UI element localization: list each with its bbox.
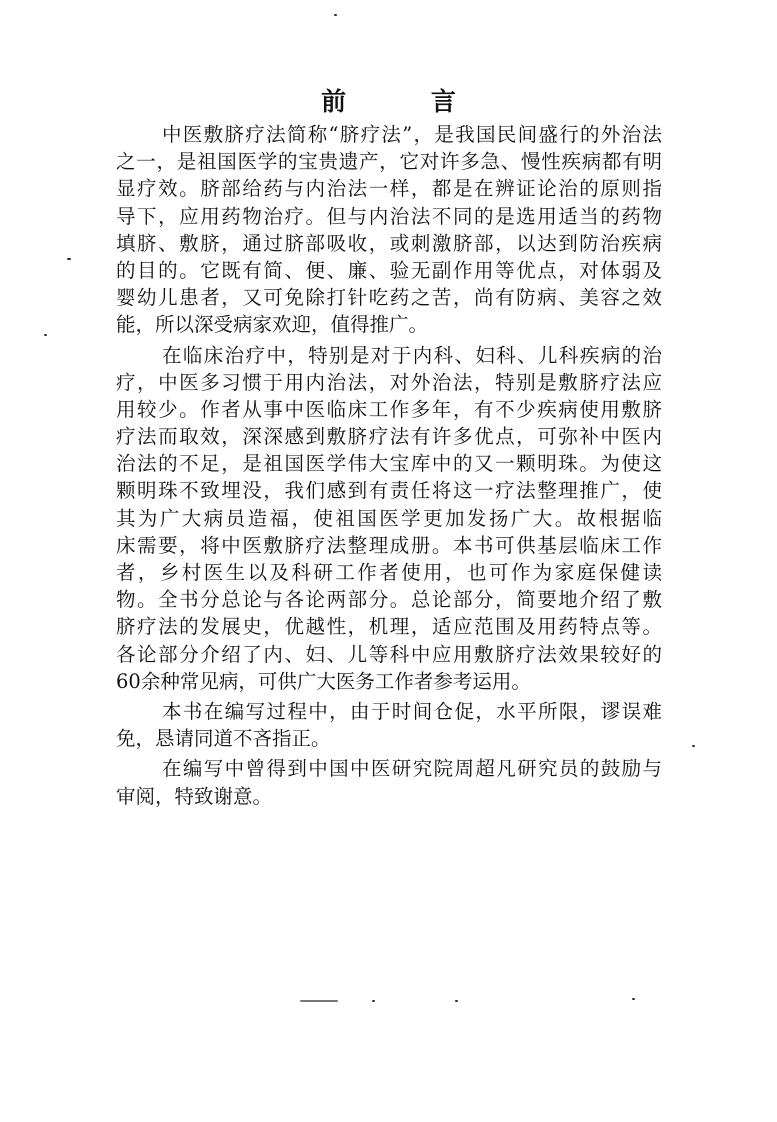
text-line: 免，恳请同道不吝指正。 — [116, 727, 331, 751]
scan-speck — [632, 998, 635, 1000]
paragraph — [116, 121, 662, 339]
text-line: 在编写中曾得到中国中医研究院周超凡研究员的鼓励与 — [162, 757, 662, 781]
scan-speck — [67, 258, 71, 260]
text-line: 颗明珠不致埋没，我们感到有责任将这一疗法整理推广，使 — [116, 479, 662, 503]
text-line: 治法的不足，是祖国医学伟大宝库中的又一颗明珠。为使这 — [116, 452, 662, 476]
paragraph — [116, 698, 662, 752]
text-line: 60余种常见病，可供广大医务工作者参考运用。 — [116, 669, 531, 693]
text-line: 婴幼儿患者，又可免除打针吃药之苦，尚有防病、美容之效 — [116, 286, 662, 310]
scan-speck — [372, 1000, 375, 1002]
paragraph — [116, 755, 662, 809]
text-line: 中医敷脐疗法简称“脐疗法”，是我国民间盛行的外治法 — [162, 123, 662, 146]
text-line: 在临床治疗中，特别是对于内科、妇科、儿科疾病的治 — [162, 343, 662, 367]
text-line: 本书在编写过程中，由于时间仓促，水平所限，谬误难 — [162, 699, 662, 723]
text-line: 疗，中医多习惯于用内治法，对外治法，特别是敷脐疗法应 — [116, 370, 662, 394]
text-line: 其为广大病员造福，使祖国医学更加发扬广大。故根据临 — [116, 506, 662, 530]
text-line: 物。全书分总论与各论两部分。总论部分，简要地介绍了敷 — [116, 588, 662, 612]
scan-speck — [455, 1000, 458, 1002]
page-title: 前 言 — [321, 87, 494, 116]
text-line: 床需要，将中医敷脐疗法整理成册。本书可供基层临床工作 — [116, 533, 662, 557]
scan-speck — [334, 14, 337, 16]
scan-speck — [44, 334, 47, 336]
text-line: 脐疗法的发展史，优越性，机理，适应范围及用药特点等。 — [116, 615, 662, 639]
text-line: 填脐、敷脐，通过脐部吸收，或刺激脐部，以达到防治疾病 — [116, 231, 662, 255]
text-line: 的目的。它既有简、便、廉、验无副作用等优点，对体弱及 — [116, 258, 662, 282]
paragraph — [116, 342, 662, 695]
text-line: 用较少。作者从事中医临床工作多年，有不少疾病使用敷脐 — [116, 397, 662, 421]
text-line: 各论部分介绍了内、妇、儿等科中应用敷脐疗法效果较好的 — [116, 642, 662, 666]
text-line: 之一，是祖国医学的宝贵遗产，它对许多急、慢性疾病都有明 — [116, 150, 662, 174]
text-line: 导下，应用药物治疗。但与内治法不同的是选用适当的药物 — [116, 204, 662, 228]
text-line: 疗法而取效，深深感到敷脐疗法有许多优点，可弥补中医内 — [116, 425, 662, 449]
scan-speck — [692, 745, 695, 747]
text-line: 显疗效。脐部给药与内治法一样，都是在辨证论治的原则指 — [116, 177, 662, 201]
preface-body — [116, 121, 662, 813]
text-line: 能，所以深受病家欢迎，值得推广。 — [116, 313, 429, 337]
text-line: 审阅，特致谢意。 — [116, 784, 273, 808]
text-line: 者，乡村医生以及科研工作者使用，也可作为家庭保健读 — [116, 561, 662, 584]
scan-speck — [300, 1000, 338, 1002]
